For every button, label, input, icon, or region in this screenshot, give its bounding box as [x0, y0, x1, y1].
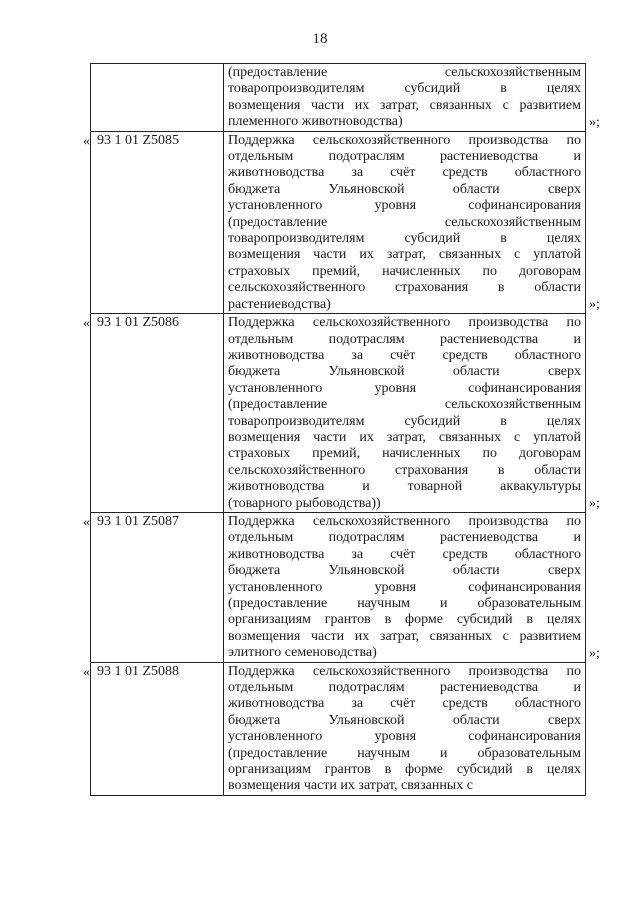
- description-line: отдельным подотраслям растениеводства и: [228, 331, 581, 347]
- classification-code: 93 1 01 Z5086: [97, 315, 180, 331]
- page-number: 18: [312, 31, 328, 47]
- table-row: [91, 64, 586, 132]
- description-line: животноводства за счёт средств областного: [228, 165, 581, 181]
- description-line: возмещения части их затрат, связанных с уплатой: [228, 429, 581, 445]
- table-row: [91, 662, 586, 795]
- closing-quote: »;: [589, 496, 600, 512]
- description-line: (предоставление сельскохозяйственным: [228, 397, 581, 413]
- description-line: товаропроизводителям субсидий в целях: [228, 231, 581, 247]
- classification-code: 93 1 01 Z5088: [97, 663, 180, 679]
- classification-code: 93 1 01 Z5085: [97, 132, 180, 148]
- description-cell: [224, 662, 586, 795]
- table-row: [91, 512, 586, 662]
- description-line: товаропроизводителям субсидий в целях: [228, 81, 581, 97]
- description-line: (товарного рыбоводства)): [228, 495, 381, 511]
- description-line: товаропроизводителям субсидий в целях: [228, 413, 581, 429]
- description-line: отдельным подотраслям растениеводства и: [228, 149, 581, 165]
- table-row: [91, 131, 586, 313]
- description-line: Поддержка сельскохозяйственного производства по: [228, 513, 581, 529]
- closing-quote: »;: [589, 296, 600, 312]
- description-line: Поддержка сельскохозяйственного производства по: [228, 132, 581, 148]
- budget-table-container: [83, 63, 600, 796]
- description-line: возмещения части их затрат, связанных с уплатой: [228, 247, 581, 263]
- opening-quote: «: [83, 664, 90, 680]
- code-cell: [83, 314, 224, 513]
- description-line: животноводства и товарной аквакультуры: [228, 479, 581, 495]
- description-line: Поддержка сельскохозяйственного производства по: [228, 315, 581, 331]
- description-line: (предоставление сельскохозяйственным: [228, 214, 581, 230]
- code-cell: [83, 662, 224, 795]
- description-line: Поддержка сельскохозяйственного производства по: [228, 663, 581, 679]
- table-row: [91, 314, 586, 513]
- description-line: племенного животноводства): [228, 114, 403, 130]
- description-line: организациям грантов в форме субсидий в целях: [228, 612, 581, 628]
- description-line: установленного уровня софинансирования: [228, 380, 581, 396]
- description-line: растениеводства): [228, 296, 331, 312]
- description-line: животноводства за счёт средств областного: [228, 696, 581, 712]
- description-line: (предоставление научным и образовательным: [228, 596, 581, 611]
- description-line: бюджета Ульяновской области сверх: [228, 181, 581, 197]
- description-cell: [224, 512, 600, 662]
- opening-quote: «: [83, 316, 90, 332]
- description-line: бюджета Ульяновской области сверх: [228, 563, 581, 579]
- description-line: возмещения части их затрат, связанных с развитием: [228, 97, 581, 113]
- description-line: бюджета Ульяновской области сверх: [228, 712, 581, 728]
- description-line: (предоставление научным и образовательным: [228, 745, 581, 761]
- closing-quote: »;: [589, 645, 600, 661]
- description-line: возмещения части их затрат, связанных с: [228, 778, 473, 794]
- opening-quote: «: [83, 514, 90, 530]
- classification-code: 93 1 01 Z5087: [97, 513, 180, 529]
- code-cell: [83, 131, 224, 313]
- budget-classification-table: [83, 63, 600, 796]
- description-line: отдельным подотраслям растениеводства и: [228, 680, 581, 696]
- code-cell: [91, 64, 224, 132]
- description-line: (предоставление сельскохозяйственным: [228, 65, 581, 80]
- table-body: [83, 64, 600, 796]
- description-line: животноводства за счёт средств областного: [228, 347, 581, 363]
- description-line: установленного уровня софинансирования: [228, 198, 581, 214]
- description-line: возмещения части их затрат, связанных с развитием: [228, 628, 581, 644]
- code-cell: [83, 512, 224, 662]
- description-line: бюджета Ульяновской области сверх: [228, 364, 581, 380]
- closing-quote: »;: [589, 115, 600, 130]
- opening-quote: «: [83, 133, 90, 149]
- description-line: страховых премий, начисленных по договорам: [228, 446, 581, 462]
- description-line: элитного семеноводства): [228, 645, 377, 661]
- description-cell: [224, 131, 600, 313]
- description-line: сельскохозяйственного страхования в области: [228, 462, 581, 478]
- description-line: сельскохозяйственного страхования в области: [228, 280, 581, 296]
- description-cell: [224, 314, 600, 513]
- description-line: страховых премий, начисленных по договорам: [228, 263, 581, 279]
- description-line: отдельным подотраслям растениеводства и: [228, 530, 581, 546]
- description-line: установленного уровня софинансирования: [228, 729, 581, 745]
- description-line: установленного уровня софинансирования: [228, 579, 581, 595]
- description-line: организациям грантов в форме субсидий в целях: [228, 762, 581, 778]
- description-cell: [224, 64, 600, 132]
- description-line: животноводства за счёт средств областного: [228, 546, 581, 562]
